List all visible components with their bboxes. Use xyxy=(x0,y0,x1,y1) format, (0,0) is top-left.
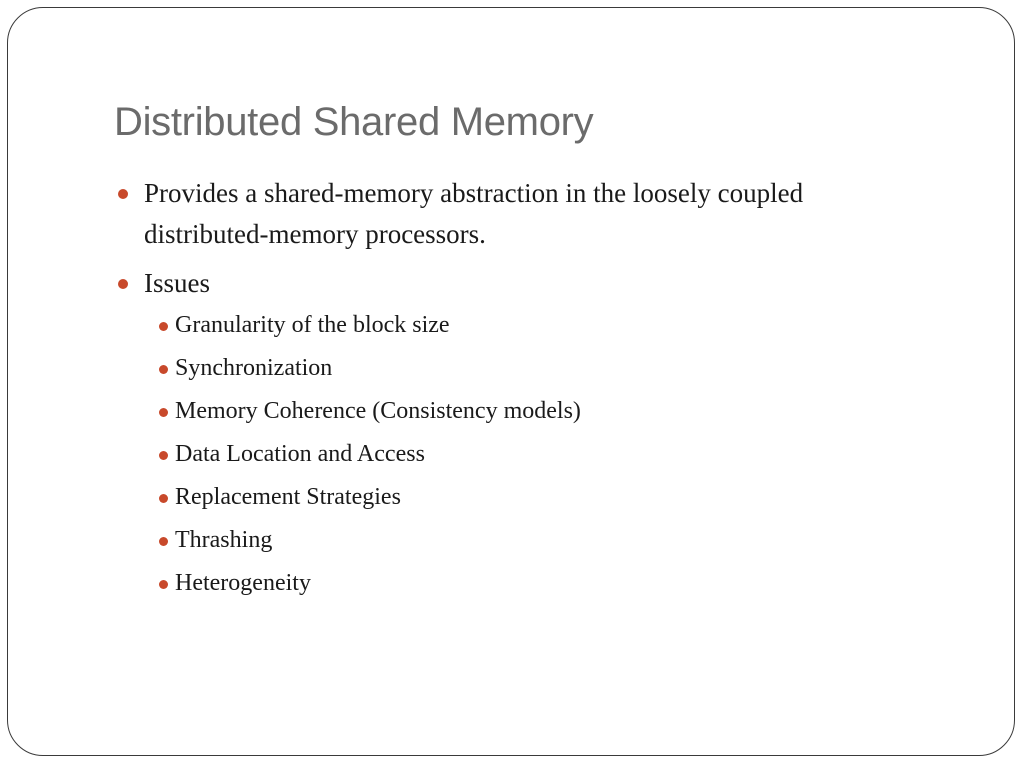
sub-bullet-text: Granularity of the block size xyxy=(175,312,450,338)
sub-bullet-text: Replacement Strategies xyxy=(175,484,401,510)
bullet-item xyxy=(114,173,934,255)
bullet-text: Provides a shared-memory abstraction in the loosely coupled distributed-memory processors. xyxy=(144,178,804,249)
bullet-dot-icon xyxy=(159,580,168,589)
bullet-dot-icon xyxy=(159,494,168,503)
sub-bullet-item xyxy=(144,568,934,599)
bullet-item xyxy=(114,263,934,599)
bullet-dot-icon xyxy=(159,451,168,460)
sub-bullet-item xyxy=(144,439,934,470)
bullet-list xyxy=(114,173,934,599)
sub-bullet-item xyxy=(144,396,934,427)
sub-bullet-item xyxy=(144,353,934,384)
sub-bullet-list xyxy=(144,310,934,599)
sub-bullet-text: Data Location and Access xyxy=(175,441,425,467)
bullet-dot-icon xyxy=(118,189,128,199)
sub-bullet-text: Synchronization xyxy=(175,355,333,381)
slide xyxy=(7,7,1015,756)
sub-bullet-item xyxy=(144,525,934,556)
sub-bullet-text: Thrashing xyxy=(175,527,273,553)
sub-bullet-text: Memory Coherence (Consistency models) xyxy=(175,398,581,424)
bullet-dot-icon xyxy=(159,365,168,374)
slide-content xyxy=(114,173,934,611)
slide-title: Distributed Shared Memory xyxy=(114,100,594,144)
sub-bullet-text: Heterogeneity xyxy=(175,570,311,596)
bullet-dot-icon xyxy=(159,322,168,331)
bullet-text: Issues xyxy=(144,268,210,298)
bullet-dot-icon xyxy=(159,408,168,417)
sub-bullet-item xyxy=(144,310,934,341)
bullet-dot-icon xyxy=(118,279,128,289)
sub-bullet-item xyxy=(144,482,934,513)
bullet-dot-icon xyxy=(159,537,168,546)
